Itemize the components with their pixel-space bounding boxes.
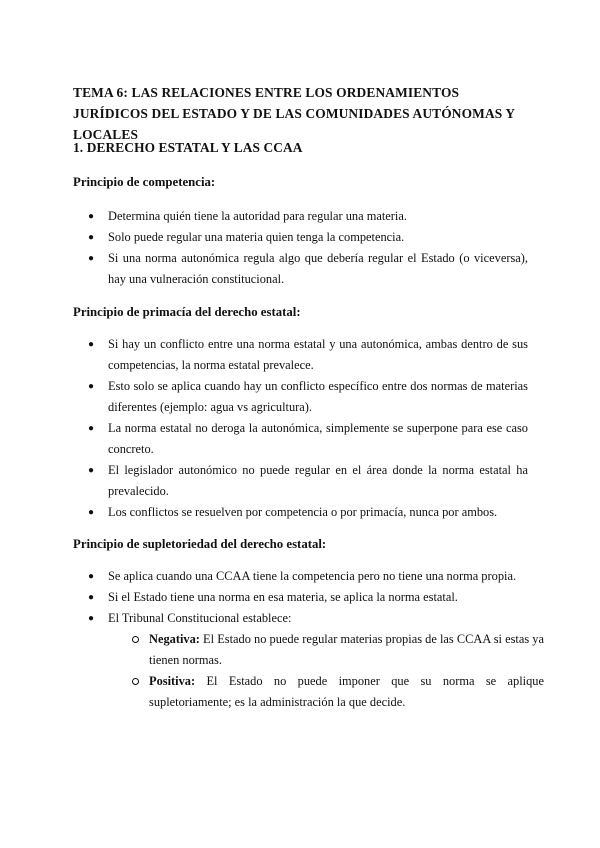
bullet-icon: ● [88,592,95,603]
list-item: ● Esto solo se aplica cuando hay un conflicto específico entre dos normas de materias diferentes (ejemplo: agua vs agricultura). [88,376,528,418]
bullet-icon: ● [88,465,95,476]
document-title: TEMA 6: LAS RELACIONES ENTRE LOS ORDENAMIENTOS JURÍDICOS DEL ESTADO Y DE LAS COMUNIDADES AUTÓNOMAS Y LOCALES [73,85,515,142]
list-item: ● La norma estatal no deroga la autonómica, simplemente se superpone para ese caso concreto. [88,418,528,460]
primacia-list [88,334,528,523]
bullet-icon: ● [88,507,95,518]
bullet-icon: ● [88,381,95,392]
list-item: ● Solo puede regular una materia quien tenga la competencia. [88,227,528,248]
list-item: ● Si hay un conflicto entre una norma estatal y una autonómica, ambas dentro de sus competencias, la norma estatal prevalece. [88,334,528,376]
list-item: ● El Tribunal Constitucional establece: Negativa: El Estado no puede regular materias propias de las CCAA si estas ya tienen normas. Positiva: El Estado no puede imponer que su norma se aplique supletoriamente; es la administración la que decide. [88,608,528,713]
bullet-icon: ● [88,613,95,624]
bullet-icon: ● [88,423,95,434]
competencia-heading: Principio de competencia: [73,175,216,189]
bullet-icon: ● [88,253,95,264]
supletoriedad-list [88,566,544,713]
sublist-item: Negativa: El Estado no puede regular materias propias de las CCAA si estas ya tienen normas. [132,629,544,671]
bullet-icon: ● [88,571,95,582]
list-item: ● Se aplica cuando una CCAA tiene la competencia pero no tiene una norma propia. [88,566,528,587]
bullet-icon: ● [88,232,95,243]
circle-bullet-icon [132,678,139,685]
supletoriedad-heading: Principio de supletoriedad del derecho estatal: [73,537,327,551]
list-item: ● El legislador autonómico no puede regular en el área donde la norma estatal ha prevalecido. [88,460,528,502]
sublist-item: Positiva: El Estado no puede imponer que su norma se aplique supletoriamente; es la administración la que decide. [132,671,544,713]
list-item: ● Los conflictos se resuelven por competencia o por primacía, nunca por ambos. [88,502,528,523]
section-heading: 1. DERECHO ESTATAL Y LAS CCAA [73,140,303,155]
circle-bullet-icon [132,636,139,643]
primacia-heading: Principio de primacía del derecho estatal: [73,305,301,319]
bullet-icon: ● [88,339,95,350]
list-item: ● Determina quién tiene la autoridad para regular una materia. [88,206,528,227]
bullet-icon: ● [88,211,95,222]
competencia-list [88,206,528,290]
list-item: ● Si una norma autonómica regula algo que debería regular el Estado (o viceversa), hay una vulneración constitucional. [88,248,528,290]
sublist [132,629,544,713]
list-item: ● Si el Estado tiene una norma en esa materia, se aplica la norma estatal. [88,587,528,608]
